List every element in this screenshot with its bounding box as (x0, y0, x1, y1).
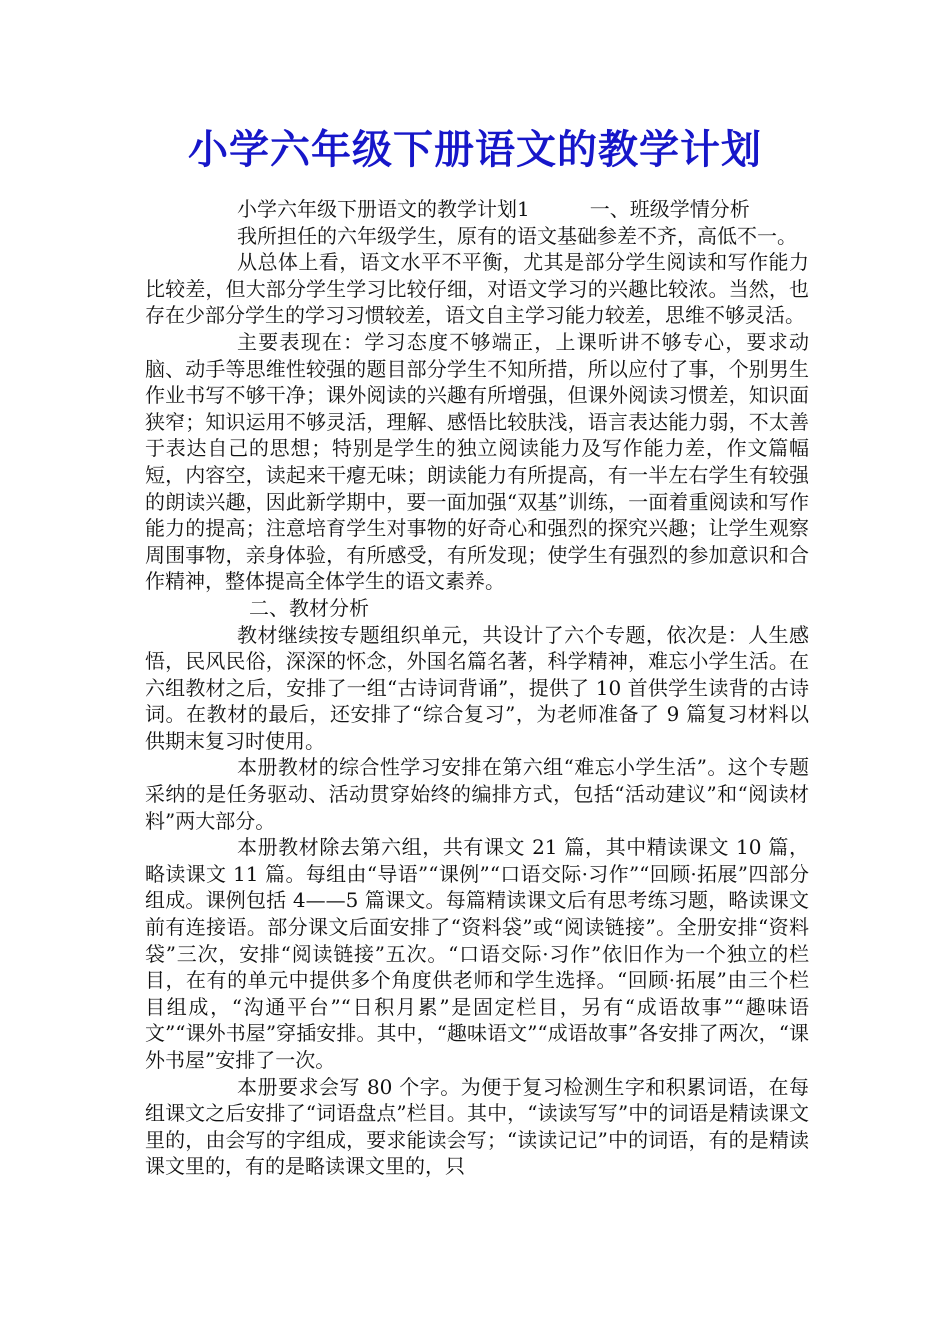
paragraph: 我所担任的六年级学生，原有的语文基础参差不齐，高低不一。 (237, 223, 797, 248)
document-title: 小学六年级下册语文的教学计划 (188, 126, 762, 173)
paragraph: 本册教材的综合性学习安排在第六组“难忘小学生活”。这个专题采纳的是任务驱动、活动贯穿始终的编排方式，包括“活动建议”和“阅读材料”两大部分。 (145, 755, 809, 833)
paragraph: 主要表现在：学习态度不够端正，上课听讲不够专心，要求动脑、动手等思维性较强的题目部分学生不知所措，所以应付了事，个别男生作业书写不够干净；课外阅读的兴趣有所增强，但课外阅读习惯差，知识面狭窄；知识运用不够灵活，理解、感悟比较肤浅，语言表达能力弱，不太善于表达自己的思想；特别是学生的独立阅读能力及写作能力差，作文篇幅短，内容空，读起来干瘪无味；朗读能力有所提高，有一半左右学生有较强的朗读兴趣，因此新学期中，要一面加强“双基”训练，一面着重阅读和写作能力的提高；注意培育学生对事物的好奇心和强烈的探究兴趣；让学生观察周围事物，亲身体验，有所感受，有所发现；使学生有强烈的参加意识和合作精神，整体提高全体学生的语文素养。 (145, 329, 809, 594)
section2-heading: 二、教材分析 (249, 595, 369, 620)
paragraph: 从总体上看，语文水平不平衡，尤其是部分学生阅读和写作能力比较差，但大部分学生学习比较仔细，对语文学习的兴趣比较浓。当然，也存在少部分学生的学习习惯较差，语文自主学习能力较差，思维不够灵活。 (145, 250, 809, 328)
paragraph: 本册要求会写 80 个字。为便于复习检测生字和积累词语，在每组课文之后安排了“词语盘点”栏目。其中，“读读写写”中的词语是精读课文里的，由会写的字组成，要求能读会写；“读读记记”中的词语，有的是精读课文里的，有的是略读课文里的，只 (145, 1074, 809, 1179)
intro-heading: 小学六年级下册语文的教学计划1 (237, 197, 530, 221)
paragraph: 本册教材除去第六组，共有课文 21 篇，其中精读课文 10 篇，略读课文 11 篇。每组由“导语”“课例”“口语交际·习作”“回顾·拓展”四部分组成。课例包括 4——5 篇课文。每篇精读课文后有思考练习题，略读课文前有连接语。部分课文后面安排了“资料袋”或“阅读链接”。全册安排“资料袋”三次，安排“阅读链接”五次。“口语交际·习作”依旧作为一个独立的栏目，在有的单元中提供多个角度供老师和学生选择。“回顾·拓展”由三个栏目组成，“沟通平台”“日积月累”是固定栏目，另有“成语故事”“趣味语文”“课外书屋”穿插安排。其中，“趣味语文”“成语故事”各安排了两次，“课外书屋”安排了一次。 (145, 835, 809, 1072)
paragraph: 教材继续按专题组织单元，共设计了六个专题，依次是：人生感悟，民风民俗，深深的怀念，外国名篇名著，科学精神，难忘小学生活。在六组教材之后，安排了一组“古诗词背诵”，提供了 10 首供学生读背的古诗词。在教材的最后，还安排了“综合复习”，为老师准备了 9 篇复习材料以供期末复习时使用。 (145, 622, 809, 753)
section1-heading: 一、班级学情分析 (589, 197, 750, 221)
intro-line (145, 196, 809, 223)
document-body (145, 196, 809, 1180)
